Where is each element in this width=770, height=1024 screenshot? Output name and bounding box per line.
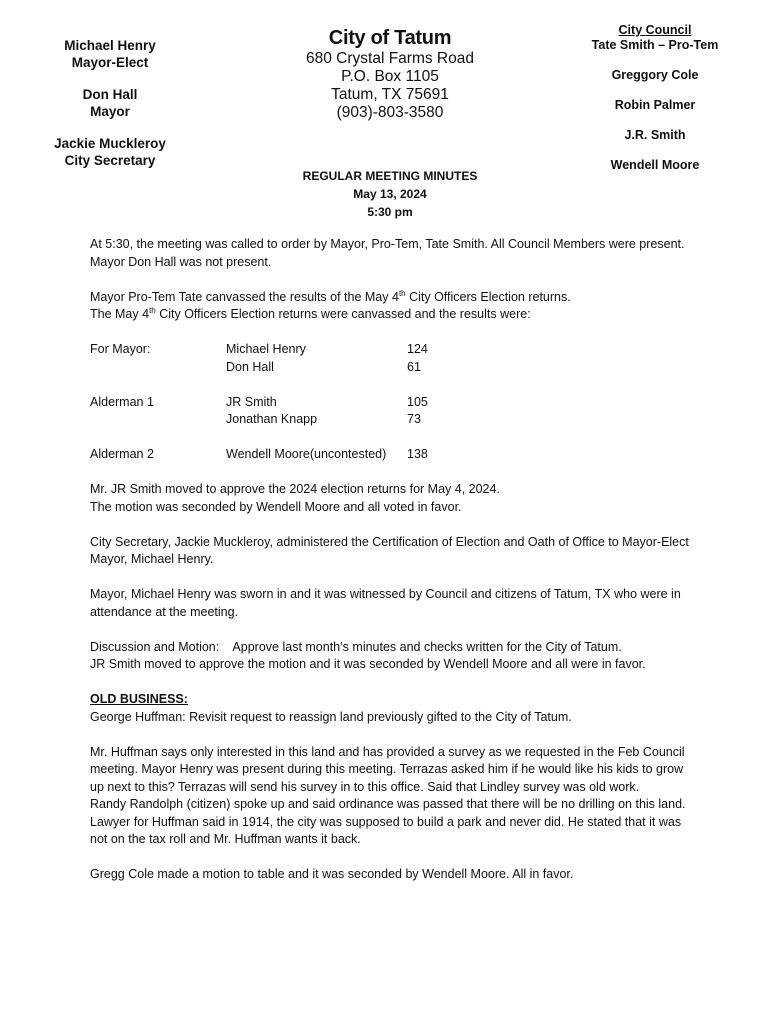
phone: (903)-803-3580 xyxy=(336,104,444,121)
minutes-body xyxy=(90,236,690,901)
council-member: Robin Palmer xyxy=(614,98,696,112)
minutes-date: May 13, 2024 xyxy=(353,187,427,201)
address-line-1: 680 Crystal Farms Road xyxy=(306,50,474,67)
result-candidate: Don Hall xyxy=(226,359,274,374)
result-office: Alderman 2 xyxy=(90,447,154,461)
council-pro-tem: Tate Smith – Pro-Tem xyxy=(591,38,719,52)
motion-text: Mr. JR Smith moved to approve the 2024 election returns for May 4, 2024. xyxy=(90,482,500,496)
motion-text: The motion was seconded by Wendell Moore and all voted in favor. xyxy=(90,499,462,514)
canvass-text: City Officers Election returns were canvassed and the results were: xyxy=(155,307,531,321)
minutes-time: 5:30 pm xyxy=(367,205,413,219)
minutes-header xyxy=(290,167,490,221)
result-votes: 61 xyxy=(407,359,421,374)
official-mayor-elect xyxy=(40,38,180,71)
result-row xyxy=(90,411,690,429)
old-business-header: OLD BUSINESS: xyxy=(90,692,188,706)
council-member: Wendell Moore xyxy=(610,158,700,172)
call-to-order: At 5:30, the meeting was called to order by Mayor, Pro-Tem, Tate Smith. All Council Members were present. Mayor Don Hall was not present. xyxy=(90,237,685,269)
huffman-text: Mr. Huffman says only interested in this land and has provided a survey as we requested in the Feb Council meeting. Mayor Henry was present during this meeting. Terrazas asked him if he would like his kids to grow up next to this? Terrazas will send his survey in to this office. Said that Lindley survey was old work. xyxy=(90,744,685,794)
official-title: Mayor xyxy=(90,103,130,119)
result-votes: 138 xyxy=(407,447,428,461)
city-state-zip: Tatum, TX 75691 xyxy=(331,86,449,103)
old-business-item: George Huffman: Revisit request to reassign land previously gifted to the City of Tatum. xyxy=(90,709,572,724)
result-candidate: Wendell Moore(uncontested) xyxy=(226,447,387,461)
randolph-paragraph: Randy Randolph (citizen) spoke up and said ordinance was passed that there will be no drilling on this land. Lawyer for Huffman said in 1914, the city was supposed to build a park and never did. He stated that it was not on the tax roll and Mr. Huffman wants it back. xyxy=(90,797,686,846)
oath-paragraph: City Secretary, Jackie Muckleroy, administered the Certification of Election and Oath of Office to Mayor-Elect Mayor, Michael Henry. xyxy=(90,534,689,566)
council-header: City Council xyxy=(618,23,692,37)
old-business-section xyxy=(90,691,690,726)
officials-list xyxy=(40,38,180,185)
address-line-2: P.O. Box 1105 xyxy=(341,68,439,85)
discussion-text: Discussion and Motion: Approve last month’s minutes and checks written for the City of Tatum. xyxy=(90,639,622,654)
council-member: Greggory Cole xyxy=(611,68,699,82)
canvass-text: Mayor Pro-Tem Tate canvassed the results of the May 4 xyxy=(90,289,399,304)
minutes-title: REGULAR MEETING MINUTES xyxy=(302,169,478,183)
sworn-paragraph: Mayor, Michael Henry was sworn in and it was witnessed by Council and citizens of Tatum, TX who were in attendance at the meeting. xyxy=(90,587,681,619)
result-votes: 105 xyxy=(407,394,428,409)
official-name: Jackie Muckleroy xyxy=(54,136,166,151)
table-motion-paragraph: Gregg Cole made a motion to table and it was seconded by Wendell Moore. All in favor. xyxy=(90,867,574,881)
official-mayor xyxy=(40,87,180,120)
official-title: City Secretary xyxy=(64,152,156,168)
official-secretary xyxy=(40,136,180,169)
result-candidate: JR Smith xyxy=(226,394,277,409)
canvass-text: City Officers Election returns. xyxy=(405,289,571,304)
superscript: th xyxy=(398,288,406,298)
result-votes: 124 xyxy=(407,342,428,356)
official-title: Mayor-Elect xyxy=(71,54,149,70)
motion-paragraph xyxy=(90,481,690,516)
result-office: For Mayor: xyxy=(90,342,151,356)
result-candidate: Jonathan Knapp xyxy=(226,412,318,426)
result-office: Alderman 1 xyxy=(90,394,154,409)
canvass-paragraph xyxy=(90,289,690,324)
result-votes: 73 xyxy=(407,412,421,426)
council-member: J.R. Smith xyxy=(624,128,686,142)
discussion-paragraph xyxy=(90,639,690,674)
official-name: Michael Henry xyxy=(64,38,156,53)
superscript: th xyxy=(149,305,156,315)
result-row xyxy=(90,341,690,359)
council-list xyxy=(580,23,730,173)
result-row xyxy=(90,394,690,412)
result-row xyxy=(90,446,690,464)
letterhead xyxy=(290,26,490,122)
discussion-text: JR Smith moved to approve the motion and it was seconded by Wendell Moore and all were in favor. xyxy=(90,657,646,671)
election-results xyxy=(90,341,690,481)
official-name: Don Hall xyxy=(82,87,138,102)
city-name: City of Tatum xyxy=(328,27,452,49)
result-candidate: Michael Henry xyxy=(226,342,306,356)
result-row xyxy=(90,359,690,377)
canvass-text: The May 4 xyxy=(90,307,150,321)
huffman-paragraph xyxy=(90,744,690,797)
